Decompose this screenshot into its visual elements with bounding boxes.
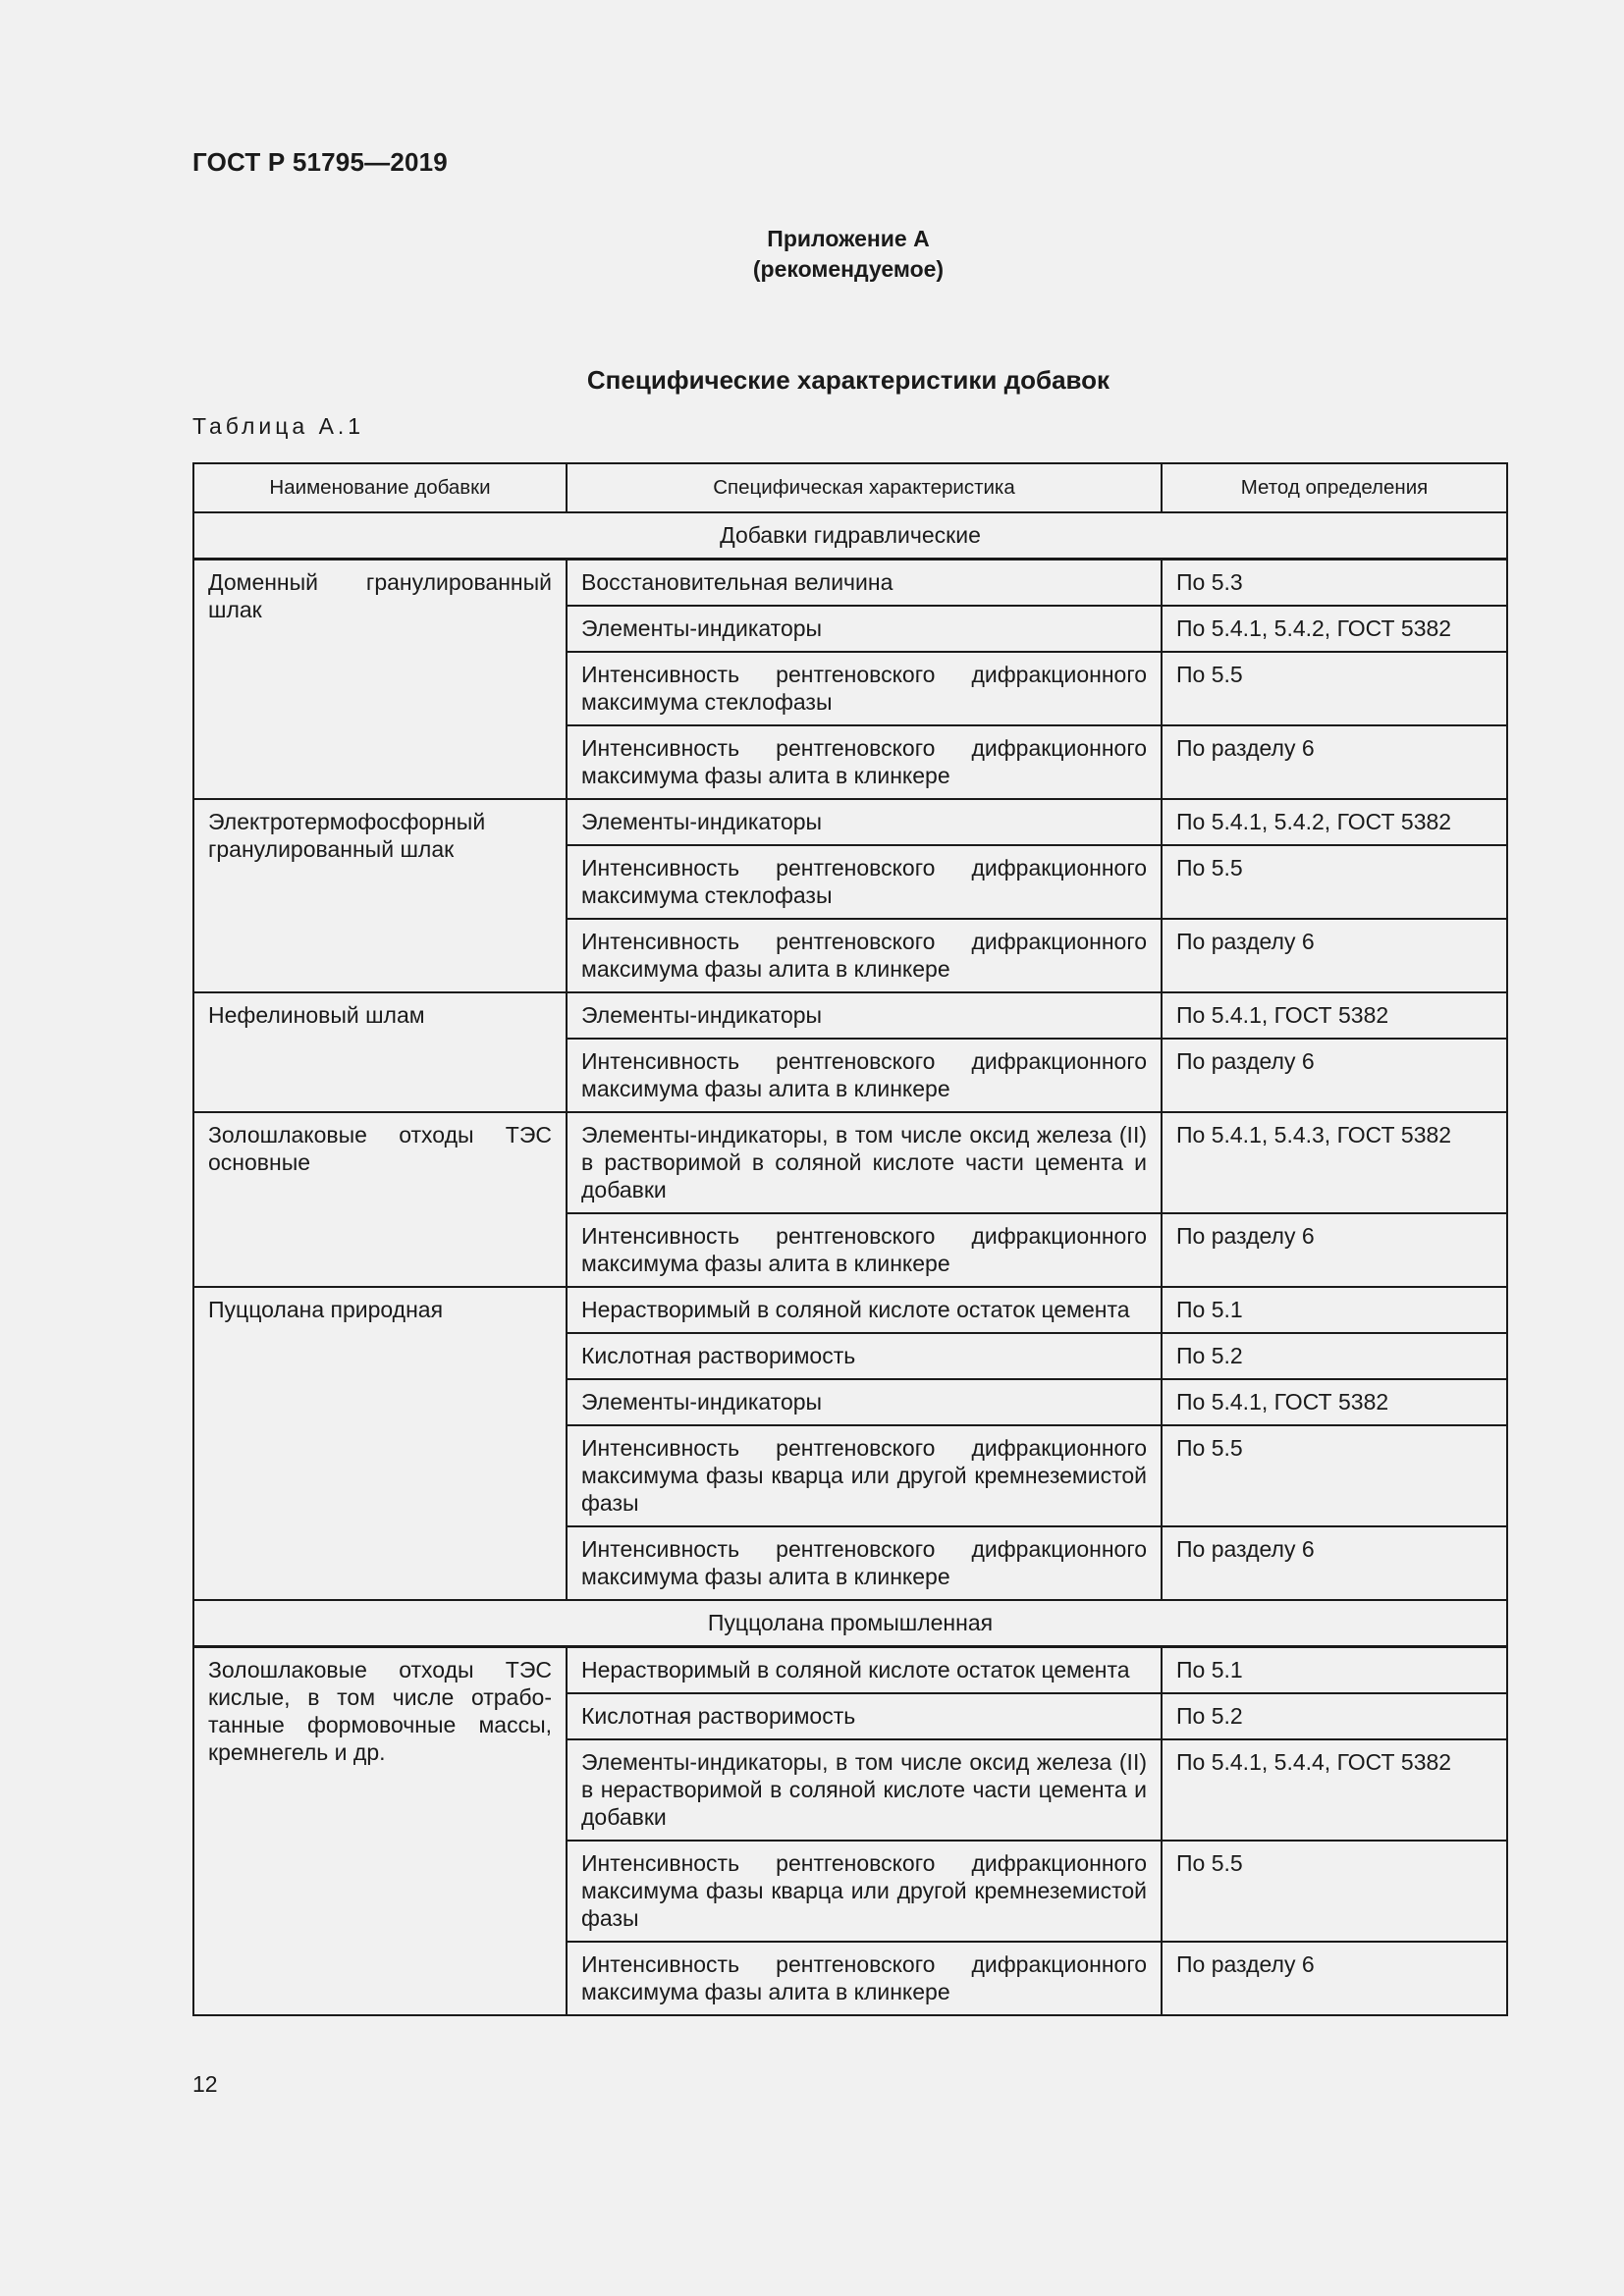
method-cell: По 5.5 <box>1162 1425 1507 1526</box>
characteristic-cell: Интенсивность рентгеновского дифракционного максимума фазы алита в клинкере <box>567 1526 1162 1600</box>
appendix-title: Приложение А <box>767 226 930 251</box>
characteristic-cell: Элементы-индикаторы, в том числе оксид железа (II) в растворимой в соляной кислоте части цемента и добавки <box>567 1112 1162 1213</box>
method-cell: По 5.4.1, 5.4.2, ГОСТ 5382 <box>1162 799 1507 845</box>
characteristic-cell: Интенсивность рентгеновского дифракционного максимума стеклофазы <box>567 652 1162 725</box>
characteristic-cell: Элементы-индикаторы, в том числе оксид железа (II) в нерастворимой в соляной кислоте части цемента и добавки <box>567 1739 1162 1841</box>
method-cell: По 5.5 <box>1162 652 1507 725</box>
method-cell: По 5.4.1, 5.4.3, ГОСТ 5382 <box>1162 1112 1507 1213</box>
additives-table <box>192 462 1508 2016</box>
method-cell: По разделу 6 <box>1162 1942 1507 2015</box>
method-cell: По 5.4.1, 5.4.4, ГОСТ 5382 <box>1162 1739 1507 1841</box>
characteristic-cell: Элементы-индикаторы <box>567 992 1162 1039</box>
additive-name-cell: Доменный гранулированный шлак <box>193 560 567 800</box>
additive-name-cell: Пуццолана природная <box>193 1287 567 1600</box>
method-cell: По разделу 6 <box>1162 919 1507 992</box>
method-cell: По 5.5 <box>1162 1841 1507 1942</box>
characteristic-cell: Интенсивность рентгеновского дифракционного максимума фазы алита в клинкере <box>567 725 1162 799</box>
table-row <box>193 1647 1507 1694</box>
characteristic-cell: Интенсивность рентгеновского дифракционного максимума фазы кварца или другой кремнеземистой фазы <box>567 1841 1162 1942</box>
method-cell: По 5.3 <box>1162 560 1507 607</box>
additive-name-cell: Нефелиновый шлам <box>193 992 567 1112</box>
characteristic-cell: Нерастворимый в соляной кислоте остаток цемента <box>567 1287 1162 1333</box>
group-row <box>193 1600 1507 1647</box>
group-row <box>193 512 1507 560</box>
table-row <box>193 1287 1507 1333</box>
characteristic-cell: Кислотная растворимость <box>567 1693 1162 1739</box>
group-hydraulic: Добавки гидравлические <box>193 512 1507 560</box>
characteristic-cell: Элементы-индикаторы <box>567 606 1162 652</box>
section-title: Специфические характеристики добавок <box>586 365 1110 395</box>
table-row <box>193 1112 1507 1213</box>
characteristic-cell: Интенсивность рентгеновского дифракционного максимума стеклофазы <box>567 845 1162 919</box>
method-cell: По 5.2 <box>1162 1333 1507 1379</box>
group-industrial: Пуццолана промышленная <box>193 1600 1507 1647</box>
header-additive-name: Наименование добавки <box>193 463 567 512</box>
table-row <box>193 799 1507 845</box>
method-cell: По 5.4.1, ГОСТ 5382 <box>1162 992 1507 1039</box>
characteristic-cell: Нерастворимый в соляной кислоте остаток цемента <box>567 1647 1162 1694</box>
method-cell: По 5.1 <box>1162 1287 1507 1333</box>
characteristic-cell: Кислотная растворимость <box>567 1333 1162 1379</box>
characteristic-cell: Интенсивность рентгеновского дифракционного максимума фазы кварца или другой кремнеземистой фазы <box>567 1425 1162 1526</box>
table-header-row <box>193 463 1507 512</box>
method-cell: По разделу 6 <box>1162 1213 1507 1287</box>
characteristic-cell: Элементы-индикаторы <box>567 1379 1162 1425</box>
method-cell: По разделу 6 <box>1162 1039 1507 1112</box>
appendix-subtitle: (рекомендуемое) <box>752 256 945 282</box>
appendix-heading <box>192 224 1504 285</box>
additive-name-cell: Золошлаковые отходы ТЭС кислые, в том числе отработанные формовочные массы, кремнегель и др. <box>193 1647 567 2016</box>
method-cell: По разделу 6 <box>1162 725 1507 799</box>
characteristic-cell: Элементы-индикаторы <box>567 799 1162 845</box>
characteristic-cell: Интенсивность рентгеновского дифракционного максимума фазы алита в клинкере <box>567 1942 1162 2015</box>
method-cell: По разделу 6 <box>1162 1526 1507 1600</box>
characteristic-cell: Интенсивность рентгеновского дифракционного максимума фазы алита в клинкере <box>567 1213 1162 1287</box>
method-cell: По 5.2 <box>1162 1693 1507 1739</box>
characteristic-cell: Восстановительная величина <box>567 560 1162 607</box>
method-cell: По 5.1 <box>1162 1647 1507 1694</box>
page-number: 12 <box>192 2071 218 2097</box>
header-method: Метод определения <box>1162 463 1507 512</box>
characteristic-cell: Интенсивность рентгеновского дифракционного максимума фазы алита в клинкере <box>567 919 1162 992</box>
method-cell: По 5.5 <box>1162 845 1507 919</box>
characteristic-cell: Интенсивность рентгеновского дифракционного максимума фазы алита в клинкере <box>567 1039 1162 1112</box>
method-cell: По 5.4.1, ГОСТ 5382 <box>1162 1379 1507 1425</box>
header-characteristic: Специфическая характеристика <box>567 463 1162 512</box>
document-code: ГОСТ Р 51795—2019 <box>192 147 448 177</box>
additive-name-cell: Электротермофосфорный гранулированный шлак <box>193 799 567 992</box>
table-row <box>193 560 1507 607</box>
additive-name-cell: Золошлаковые отходы ТЭС основные <box>193 1112 567 1287</box>
table-row <box>193 992 1507 1039</box>
table-caption: Таблица А.1 <box>192 413 365 439</box>
method-cell: По 5.4.1, 5.4.2, ГОСТ 5382 <box>1162 606 1507 652</box>
